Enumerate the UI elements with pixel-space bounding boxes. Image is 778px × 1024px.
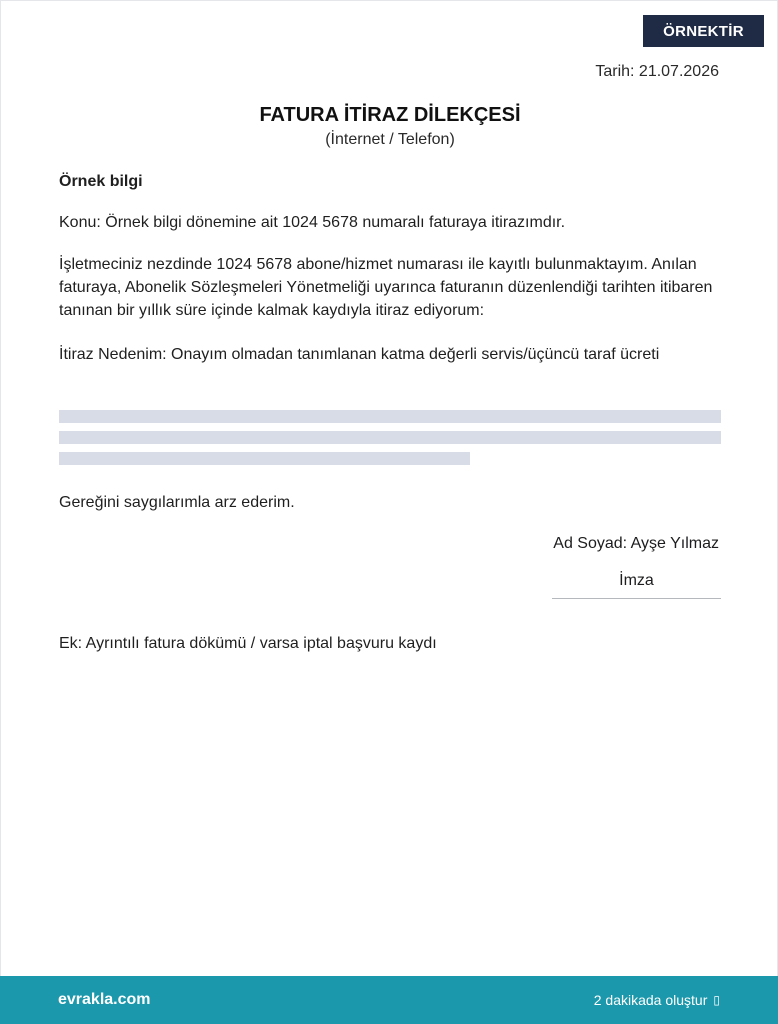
signature-label: İmza xyxy=(619,572,654,589)
body-paragraph: İşletmeciniz nezdinde 1024 5678 abone/hizmet numarası ile kayıtlı bulunmaktayım. Anılan faturaya, Abonelik Sözleşmeleri Yönetmeliği uyarınca faturanın düzenlendiği tarihten itibaren tanınan bir yıllık süre içinde kalmak kaydıyla itiraz ediyorum: xyxy=(59,256,713,319)
closing-line: Gereğini saygılarımla arz ederim. xyxy=(59,494,295,511)
footer-bar xyxy=(0,976,778,1024)
redacted-line xyxy=(59,410,721,423)
create-document-label: 2 dakikada oluştur xyxy=(593,992,708,1008)
redacted-line xyxy=(59,452,470,465)
document-subtitle: (İnternet / Telefon) xyxy=(325,131,455,148)
redacted-line xyxy=(59,431,721,444)
objection-reason: İtiraz Nedenim: Onayım olmadan tanımlanan katma değerli servis/üçüncü taraf ücreti xyxy=(59,346,660,363)
subject-line: Konu: Örnek bilgi dönemine ait 1024 5678 numaralı faturaya itirazımdır. xyxy=(59,214,566,231)
signature-line xyxy=(552,598,721,599)
signer-name: Ad Soyad: Ayşe Yılmaz xyxy=(553,535,719,552)
document-title: FATURA İTİRAZ DİLEKÇESİ xyxy=(259,104,521,126)
addressee: Örnek bilgi xyxy=(59,173,143,190)
brand-link[interactable]: evrakla.com xyxy=(58,991,151,1008)
attachment-line: Ek: Ayrıntılı fatura dökümü / varsa iptal başvuru kaydı xyxy=(59,635,437,652)
sample-badge: ÖRNEKTİR xyxy=(643,15,764,47)
document-date: Tarih: 21.07.2026 xyxy=(595,63,719,80)
arrow-icon: ▯ xyxy=(713,993,720,1007)
create-document-link[interactable] xyxy=(594,992,720,1008)
